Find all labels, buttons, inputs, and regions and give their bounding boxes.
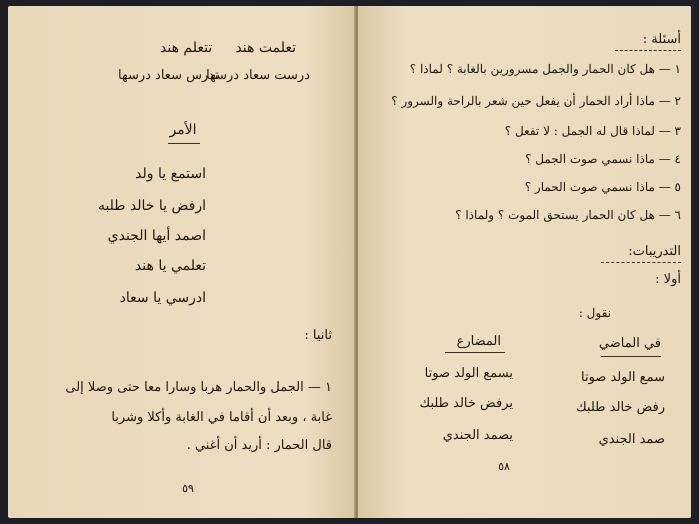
column-present-heading: المضارع: [456, 334, 501, 349]
heading-underline: [168, 143, 200, 144]
column-past-underline: [601, 356, 661, 357]
row-3-past: صمد الجندي: [598, 432, 665, 447]
first-label: أولا :: [655, 272, 681, 287]
column-past-heading: في الماضي: [598, 336, 661, 351]
top-row-right: تعلمت هند: [235, 40, 296, 56]
imperative-3: اصمد أيها الجندي: [107, 228, 206, 244]
question-6: ٦ — هل كان الحمار يستحق الموت ؟ ولماذا ؟: [455, 208, 681, 222]
paragraph-line-3: قال الحمار : أريد أن أغني .: [186, 438, 332, 453]
top-row-left: تتعلم هند: [160, 40, 213, 56]
page-number: ٥٩: [182, 482, 194, 495]
row-3-present: يصمد الجندي: [442, 428, 513, 443]
imperative-1: استمع يا ولد: [135, 166, 206, 182]
question-3: ٣ — لماذا قال له الجمل : لا تفعل ؟: [504, 124, 681, 138]
question-1: ١ — هل كان الحمار والجمل مسرورين بالغابة ؟ لماذا ؟: [409, 62, 681, 76]
paragraph-line-1: ١ — الجمل والحمار هربا وسارا معا حتى وصلا إلى: [65, 380, 332, 395]
row-2-past: رفض خالد طلبك: [576, 400, 665, 415]
paragraph-line-2: غابة ، وبعد أن أقاما في الغابة وأكلا وشربا: [111, 410, 332, 425]
exercises-heading-underline: [601, 262, 681, 263]
we-say-label: نقول :: [578, 306, 611, 320]
question-2: ٢ — ماذا أراد الحمار أن يفعل حين شعر بالراحة والسرور ؟: [391, 94, 681, 108]
page-59: [8, 6, 356, 518]
page-number: ٥٨: [498, 460, 510, 473]
questions-heading: أسئلة :: [642, 32, 681, 47]
imperative-4: تعلمي يا هند: [134, 258, 206, 274]
page-58: [358, 6, 691, 518]
second-row-right: درست سعاد درسها: [206, 68, 310, 83]
exercises-heading: التدريبات:: [628, 244, 681, 259]
imperative-heading: الأمر: [169, 122, 197, 138]
imperative-2: ارفض يا خالد طلبه: [97, 198, 206, 214]
questions-heading-underline: [615, 50, 681, 51]
question-4: ٤ — ماذا نسمي صوت الجمل ؟: [525, 152, 681, 166]
section-label-second: ثانيا :: [304, 328, 332, 343]
column-present-underline: [445, 352, 505, 353]
question-5: ٥ — ماذا نسمي صوت الحمار ؟: [524, 180, 681, 194]
row-2-present: يرفض خالد طلبك: [419, 396, 513, 411]
row-1-past: سمع الولد صوتا: [581, 370, 665, 385]
second-row-left: تدرس سعاد درسها: [118, 68, 219, 83]
imperative-5: ادرسي يا سعاد: [119, 290, 206, 306]
row-1-present: يسمع الولد صوتا: [424, 366, 513, 381]
